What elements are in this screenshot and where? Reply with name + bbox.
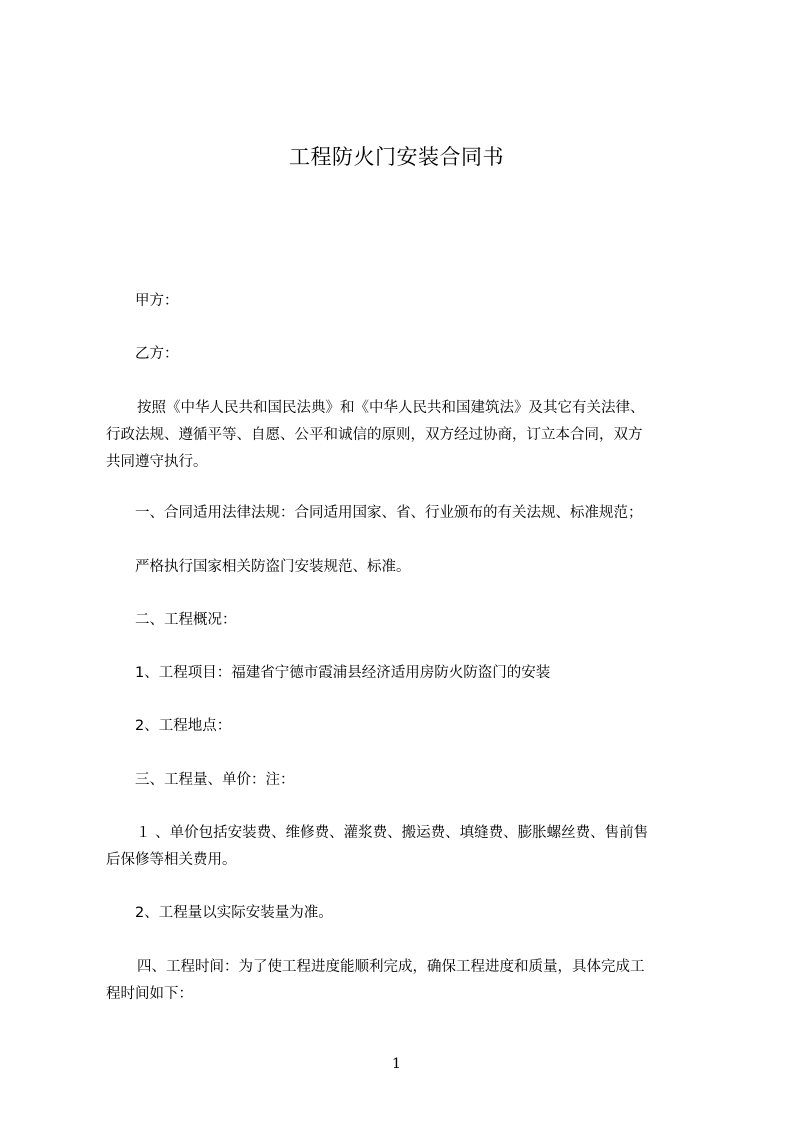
section-2-heading: 二、工程概况：	[135, 612, 237, 628]
section-1-heading: 一、合同适用法律法规：合同适用国家、省、行业颁布的有关法规、标准规范；	[135, 505, 643, 521]
section-4-line: 四、工程时间：为了使工程进度能顺利完成，确保工程进度和质量，具体完成工	[137, 959, 645, 975]
party-b-label: 乙方：	[135, 346, 179, 362]
preamble-line: 按照《中华人民共和国民法典》和《中华人民共和国建筑法》及其它有关法律、	[137, 400, 645, 416]
section-3-heading: 三、工程量、单价：注：	[135, 772, 295, 788]
section-3-item-1-line: １ 、单价包括安装费、维修费、灌浆费、搬运费、填缝费、膨胀螺丝费、售前售	[136, 825, 649, 841]
section-3-item-1	[106, 820, 700, 874]
section-1-body: 严格执行国家相关防盗门安装规范、标准。	[135, 559, 411, 575]
section-2-item-1: 1、工程项目：福建省宁德市霞浦县经济适用房防火防盗门的安装	[135, 665, 551, 681]
preamble-line: 共同遵守执行。	[106, 454, 208, 470]
preamble-line: 行政法规、遵循平等、自愿、公平和诚信的原则，双方经过协商，订立本合同，双方	[106, 427, 643, 443]
preamble-paragraph	[106, 395, 700, 476]
section-4-paragraph	[106, 954, 700, 1008]
section-3-item-2: 2、工程量以实际安装量为准。	[135, 905, 333, 921]
document-title: 工程防火门安装合同书	[289, 145, 504, 169]
section-3-item-1-line: 后保修等相关费用。	[106, 852, 237, 868]
party-a-label: 甲方：	[135, 293, 179, 309]
section-4-line: 程时间如下：	[106, 986, 193, 1002]
page-number: 1	[392, 1056, 401, 1072]
section-2-item-2: 2、工程地点：	[135, 718, 232, 734]
